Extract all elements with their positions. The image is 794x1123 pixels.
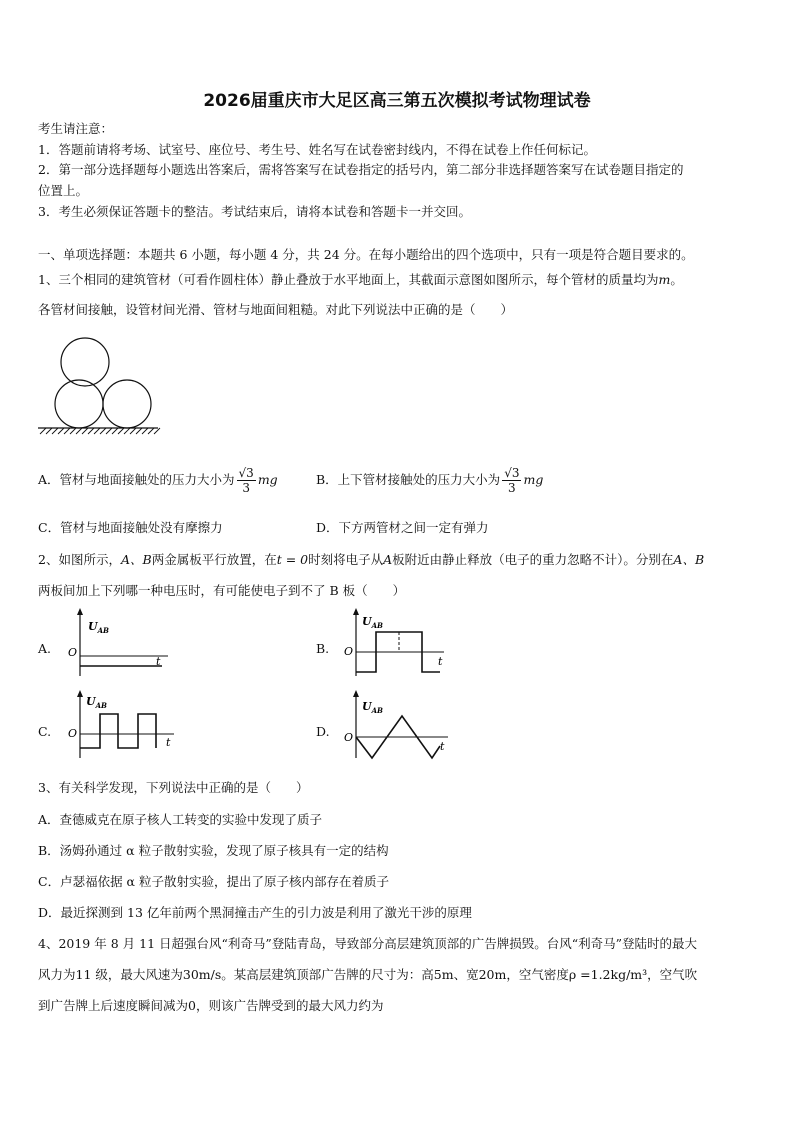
axis-y-label: $U_{AB}$: [88, 620, 109, 635]
q2-stem-line1: [38, 552, 704, 568]
q2-option-c-label[interactable]: C.: [38, 724, 52, 739]
q2-stem-part: 时刻将电子从: [308, 552, 384, 567]
fraction-numerator: √3: [238, 466, 254, 480]
q1-stem-line2: 各管材间接触，设管材间光滑、管材与地面间粗糙。对此下列说法中正确的是（ ）: [38, 302, 514, 317]
q1-option-d[interactable]: D．下方两管材之间一定有弹力: [316, 520, 489, 535]
axis-y-label: $U_{AB}$: [86, 695, 107, 710]
q1-option-a-text: A．管材与地面接触处的压力大小为: [38, 472, 235, 487]
q2-plates-var: A、B: [673, 552, 705, 567]
y-axis-arrow: [77, 608, 83, 615]
q2-stem-part: 板附近由静止释放（电子的重力忽略不计）。分别在: [392, 552, 674, 567]
q2-graph-d: [340, 690, 456, 760]
origin-label: O: [68, 646, 78, 659]
fraction-numerator: √3: [504, 466, 520, 480]
notice-item-2: 2．第一部分选择题每小题选出答案后，需将答案写在试卷指定的括号内，第二部分非选择题答案写在试卷题目指定的: [38, 162, 684, 177]
q2-plate-a-var: A: [383, 552, 393, 567]
q2-graph-b: [340, 608, 450, 678]
q1-option-b[interactable]: [316, 466, 543, 495]
three-pipes-figure: [38, 336, 158, 436]
y-axis-arrow: [77, 690, 83, 697]
q2-option-a-label[interactable]: A.: [38, 641, 52, 656]
axis-x-label: t: [438, 655, 443, 668]
right-pipe: [103, 380, 151, 428]
q1-option-a[interactable]: [38, 466, 278, 495]
origin-label: O: [68, 727, 78, 740]
q2-option-d-label[interactable]: D.: [316, 724, 330, 739]
axis-x-label: t: [166, 736, 171, 749]
q3-option-c[interactable]: C．卢瑟福依据 α 粒子散射实验，提出了原子核内部存在着质子: [38, 874, 389, 889]
q2-stem-line2: 两板间加上下列哪一种电压时，有可能使电子到不了 B 板（ ）: [38, 583, 406, 598]
section-heading: 一、单项选择题：本题共 6 小题，每小题 4 分，共 24 分。在每小题给出的四个选项中，只有一项是符合题目要求的。: [38, 247, 694, 262]
axis-y-label: $U_{AB}$: [362, 700, 383, 715]
q1-stem-end: 。: [670, 272, 683, 287]
q4-stem-line1: 4、2019 年 8 月 11 日超强台风“利奇马”登陆青岛，导致部分高层建筑顶部的广告牌损毁。台风“利奇马”登陆时的最大: [38, 936, 698, 951]
q2-stem-part: 两金属板平行放置，在: [151, 552, 277, 567]
q3-option-a[interactable]: A．查德威克在原子核人工转变的实验中发现了质子: [38, 812, 323, 827]
q2-stem-part: 2、如图所示，: [38, 552, 121, 567]
axis-x-label: t: [440, 740, 445, 753]
q1-stem-line1: [38, 272, 683, 288]
q2-graph-c: [64, 690, 180, 760]
q4-stem-line2: 风力为11 级，最大风速为30m/s。某高层建筑顶部广告牌的尺寸为：高5m、宽20m，空气密度ρ =1.2kg/m³，空气吹: [38, 967, 698, 982]
y-axis-arrow: [353, 608, 359, 615]
q1-mass-var: m: [658, 272, 671, 287]
q4-stem-line3: 到广告牌上后速度瞬间减为0，则该广告牌受到的最大风力约为: [38, 998, 384, 1013]
q2-plates-var: A、B: [120, 552, 152, 567]
fraction-denominator: 3: [242, 481, 250, 495]
q1-option-b-text: B．上下管材接触处的压力大小为: [316, 472, 501, 487]
ground-hatch: [40, 428, 160, 434]
q3-option-b[interactable]: B．汤姆孙通过 α 粒子散射实验，发现了原子核具有一定的结构: [38, 843, 389, 858]
notice-item-2-cont: 位置上。: [38, 183, 89, 198]
notice-item-3: 3．考生必须保证答题卡的整洁。考试结束后，请将本试卷和答题卡一并交回。: [38, 204, 471, 219]
origin-label: O: [344, 731, 354, 744]
mg-term: mg: [523, 472, 544, 487]
voltage-line: [80, 714, 156, 748]
fraction-denominator: 3: [508, 481, 516, 495]
mg-term: mg: [257, 472, 278, 487]
axis-y-label: $U_{AB}$: [362, 615, 383, 630]
axis-x-label: t: [156, 655, 161, 668]
q2-option-b-label[interactable]: B.: [316, 641, 330, 656]
notice-heading: 考生请注意：: [38, 121, 114, 136]
page-title: 2026届重庆市大足区高三第五次模拟考试物理试卷: [203, 91, 591, 111]
q3-stem: 3、有关科学发现，下列说法中正确的是（ ）: [38, 780, 309, 795]
y-axis-arrow: [353, 690, 359, 697]
q1-option-c[interactable]: C．管材与地面接触处没有摩擦力: [38, 520, 223, 535]
origin-label: O: [344, 645, 354, 658]
left-pipe: [55, 380, 103, 428]
q1-stem-text: 1、三个相同的建筑管材（可看作圆柱体）静止叠放于水平地面上，其截面示意图如图所示，每个管材的质量均为: [38, 272, 659, 287]
notice-item-1: 1．答题前请将考场、试室号、座位号、考生号、姓名写在试卷密封线内，不得在试卷上作任何标记。: [38, 142, 596, 157]
q3-option-d[interactable]: D．最近探测到 13 亿年前两个黑洞撞击产生的引力波是利用了激光干涉的原理: [38, 905, 472, 920]
top-pipe: [61, 338, 109, 386]
q1-option-a-fraction: [237, 466, 256, 495]
q2-graph-a: [64, 608, 174, 678]
q2-time-var: t = 0: [276, 552, 309, 567]
q1-option-b-fraction: [502, 466, 521, 495]
